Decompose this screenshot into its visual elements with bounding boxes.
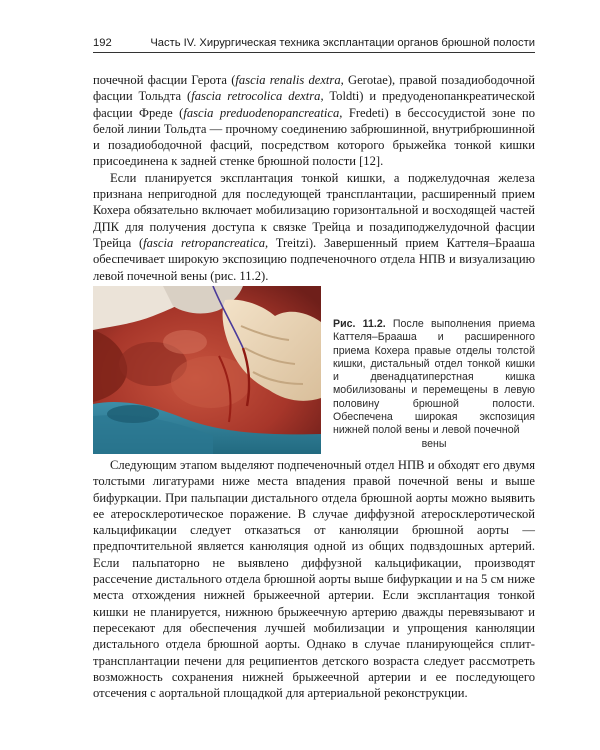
paragraph-2-text: Если планируется эксплантация тонкой кишки, а поджелудочная железа признана непригодной для последующей трансплантации, расширенный прием Кохера обязательно включает мобилизацию горизонтальной и восходящей частей ДПК для получения доступа к связке Трейца и позадиподжелудочной фасции Трейца ( <box>93 170 535 250</box>
header-rule <box>93 52 535 53</box>
paragraph-3: Следующим этапом выделяют подпеченочный отдел НПВ и обходят его двумя толстыми лигатурами ниже места впадения правой почечной вены и выше бифуркации. При пальпации дистального отдела брюшной аорты можно выявить ее атеросклеротическое поражение. В случае диффузной атеросклеротической кальцификации следует отказаться от канюляции брюшной аорты — предпочтительной является канюляция одной из общих подвздошных артерий. Если пальпаторно не выявлено диффузной кальцификации, производят рассечение дистального отдела брюшной аорты выше бифуркации и на 5 см ниже места отхождения нижней брыжеечной артерии. Если эксплантация тонкой кишки не планируется, нижнюю брыжеечную артерию дважды перевязывают и пересекают для обеспечения лучшей мобилизации и упрощения канюляции дистального отдела брюшной аорты. Однако в случае планирующейся сплит-трансплантации печени для реципиентов детского возраста следует рассмотреть возможность сохранения нижней брыжеечной артерии и ее последующего отсечения с аортальной площадкой для артериальной реконструкции. <box>93 458 535 701</box>
figure-photo <box>93 286 321 454</box>
page-number: 192 <box>93 37 112 49</box>
latin-term: fascia retropancreatica, <box>143 235 269 250</box>
figure-label: Рис. 11.2. <box>333 318 386 330</box>
paragraph-1-text: почечной фасции Герота ( <box>93 73 236 87</box>
running-head: Часть IV. Хирургическая техника эксплантации органов брюшной полости <box>150 37 535 49</box>
latin-term: fascia renalis dextra, <box>235 73 344 87</box>
latin-term: fascia preduodenopancreatica, <box>183 105 343 120</box>
latin-term: fascia retrocolica dextra, <box>191 89 324 104</box>
text-block-top <box>93 72 535 284</box>
paragraph-1 <box>93 72 535 170</box>
paragraph-1-text: Toldti) и предуоденопанкреатической фасции Фреде ( <box>93 89 536 120</box>
paragraph-1-text: Gerotae), правой позадиободочной фасции Тольдта ( <box>93 73 536 104</box>
figure-caption-text: После выполнения приема Каттеля–Брааша и расширенного приема Кохера правые отделы толстой кишки, дистальный отдел тонкой кишки и двенадцатиперстная кишка мобилизованы и перемещены в левую половину брюшной полости. Обеспечена широкая экспозиция нижней полой вены и левой почечной <box>333 318 535 437</box>
figure-caption <box>333 318 535 451</box>
text-block-bottom <box>93 457 535 701</box>
paragraph-1-text: Fredeti) в бессосудистой зоне по белой линии Тольдта — прочному соединению забрюшинной, внутрибрюшинной и позадиободочной фасций, посредством которого брыжейка тонкой кишки присоединена к задней стенке брюшной полости [12]. <box>93 105 535 169</box>
figure-caption-end: вены <box>421 437 447 450</box>
paragraph-2-text: Treitzi). Завершенный прием Каттеля–Брааша обеспечивает широкую экспозицию подпеченочного отдела НПВ и визуализацию левой почечной вены (рис. 11.2). <box>93 235 535 283</box>
paragraph-2 <box>93 170 535 284</box>
